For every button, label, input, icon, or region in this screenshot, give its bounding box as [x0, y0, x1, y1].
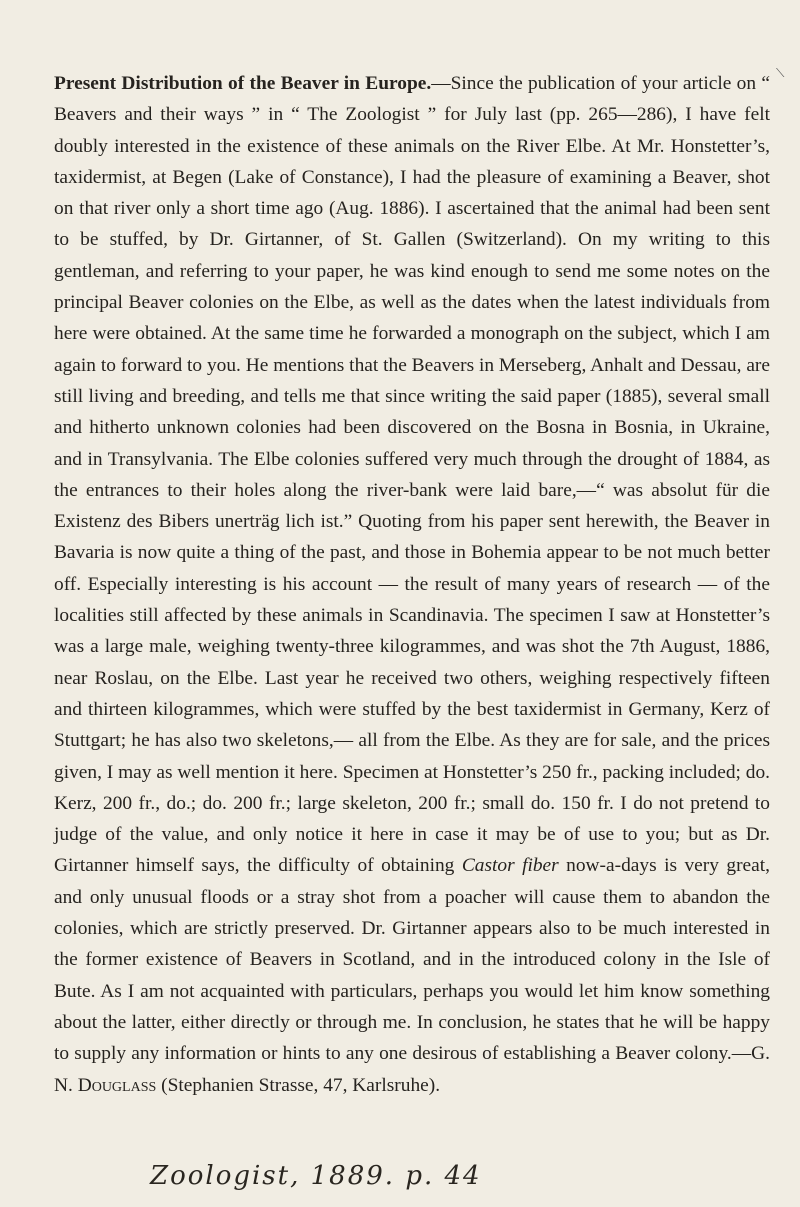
margin-tick-mark: ⟍	[776, 66, 785, 80]
handwritten-annotation	[140, 1150, 660, 1200]
author-initials: G. N.	[54, 1043, 770, 1096]
article-text-part-2: now-a-days is very great, and only unusual floods or a stray shot from a poacher will cause them to abandon the colonies, which are strictly preserved. Dr. Girtanner appears also to be much interested in the former existence of Beavers in Scotland, and in the introduced colony in the Isle of Bute. As I am not acquainted with particulars, perhaps you would let him know something about the latter, either directly or through me. In conclusion, he states that he will be happy to supply any information or hints to any one desirous of establishing a Beaver colony.—	[54, 855, 770, 1065]
article-heading: Present Distribution of the Beaver in Europe.	[54, 73, 432, 94]
species-name: Castor fiber	[461, 855, 559, 877]
article-text-part-1: —Since the publication of your article on “ Beavers and their ways ” in “ The Zoologist ” for July last (pp. 265—286), I have felt doubly interested in the existence of these animals on the River Elbe. At Mr. Honstetter’s, taxidermist, at Begen (Lake of Constance), I had the pleasure of examining a Beaver, shot on that river only a short time ago (Aug. 1886). I ascertained that the animal had been sent to be stuffed, by Dr. Girtanner, of St. Gallen (Switzerland). On my writing to this gentleman, and referring to your paper, he was kind enough to send me some notes on the principal Beaver colonies on the Elbe, as well as the dates when the latest individuals from here were obtained. At the same time he forwarded a monograph on the subject, which I am again to forward to you. He mentions that the Beavers in Merseberg, Anhalt and Dessau, are still living and breeding, and tells me that since writing the said paper (1885), several small and hitherto unknown colonies had been discovered on the Bosna in Bosnia, in Ukraine, and in Transylvania. The Elbe colonies suffered very much through the drought of 1884, as the entrances to their holes along the river-bank were laid bare,—“ was absolut für die Existenz des Bibers unerträg lich ist.” Quoting from his paper sent herewith, the Beaver in Bavaria is now quite a thing of the past, and those in Bohemia appear to be not much better off. Especially interesting is his account — the result of many years of research — of the localities still affected by these animals in Scandinavia. The specimen I saw at Honstetter’s was a large male, weighing twenty-three kilogrammes, and was shot the 7th August, 1886, near Roslau, on the Elbe. Last year he received two others, weighing respectively fifteen and thirteen kilogrammes, which were stuffed by the best taxidermist in Germany, Kerz of Stuttgart; he has also two skeletons,— all from the Elbe. As they are for sale, and the prices given, I may as well mention it here. Specimen at Honstetter’s 250 fr., packing included; do. Kerz, 200 fr., do.; do. 200 fr.; large skeleton, 200 fr.; small do. 150 fr. I do not pretend to judge of the value, and only notice it here in case it may be of use to you; but as Dr. Girtanner himself says, the difficulty of obtaining	[54, 73, 770, 877]
handwritten-annotation-text: Zoologist, 1889. p. 44	[150, 1161, 482, 1191]
author-address: (Stephanien Strasse, 47, Karlsruhe).	[156, 1074, 441, 1096]
author-name: Douglass	[77, 1074, 157, 1096]
article-body	[54, 68, 770, 1101]
